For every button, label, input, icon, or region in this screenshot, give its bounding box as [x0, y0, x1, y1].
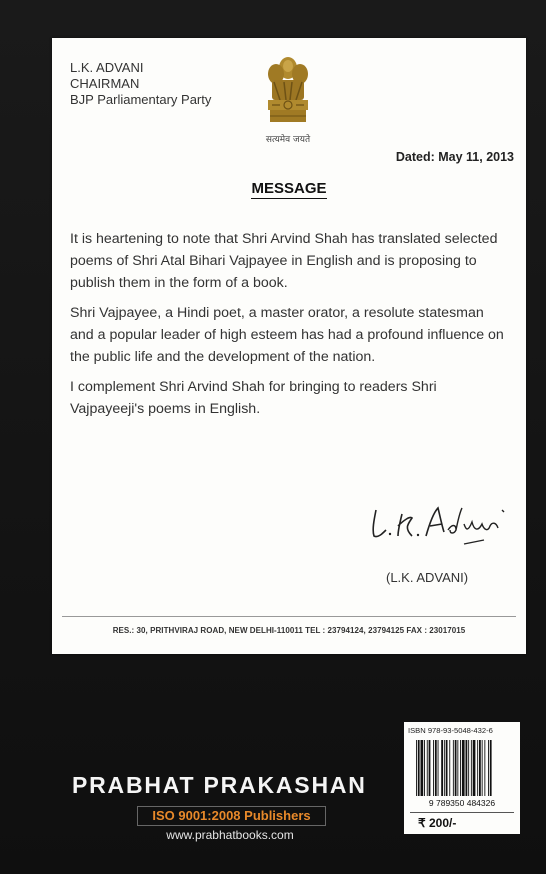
footer-divider — [62, 616, 516, 617]
sender-org: BJP Parliamentary Party — [70, 92, 212, 107]
publisher-name: PRABHAT PRAKASHAN — [72, 772, 367, 798]
barcode-bar — [488, 740, 489, 796]
signatory-name: (L.K. ADVANI) — [386, 570, 469, 585]
barcode-bar — [466, 740, 468, 796]
price-divider — [410, 812, 514, 813]
barcode-bar — [477, 740, 478, 796]
barcode-bar — [460, 740, 461, 796]
barcode-bar — [482, 740, 483, 796]
barcode-bar — [416, 740, 417, 796]
barcode-bar — [421, 740, 424, 796]
barcode-bar — [429, 740, 431, 796]
date-line: Dated: May 11, 2013 — [395, 150, 514, 164]
paragraph: Shri Vajpayee, a Hindi poet, a master orator, a resolute statesman and a popular leader of high esteem has had a profound influence on the public life and the development of the nation. — [70, 305, 504, 365]
barcode-bar — [427, 740, 428, 796]
sender-name: L.K. ADVANI — [70, 60, 144, 75]
barcode-bar — [449, 740, 450, 796]
message-body — [70, 228, 510, 428]
barcode-bar — [457, 740, 458, 796]
barcode-bar — [444, 740, 445, 796]
price-label: ₹ 200/- — [418, 816, 457, 830]
message-letter — [52, 38, 526, 654]
address-line: RES.: 30, PRITHVIRAJ ROAD, NEW DELHI-110011 TEL : 23794124, 23794125 FAX : 23017015 — [112, 626, 466, 635]
barcode-bar — [438, 740, 439, 796]
paragraph: I complement Shri Arvind Shah for bringing to readers Shri Vajpayeeji's poems in English. — [70, 379, 437, 417]
barcode-bar — [433, 740, 434, 796]
barcode-bar — [471, 740, 472, 796]
emblem-motto: सत्यमेव जयते — [265, 135, 311, 145]
iso-badge: ISO 9001:2008 Publishers — [137, 806, 326, 826]
barcode-digits: 9 789350 484326 — [428, 798, 496, 808]
barcode-bar — [490, 740, 492, 796]
barcode-bar — [479, 740, 481, 796]
barcode-bar — [473, 740, 476, 796]
barcode-icon — [410, 740, 514, 808]
barcode-bar — [468, 740, 469, 796]
handwritten-signature — [368, 500, 518, 550]
barcode-bar — [484, 740, 485, 796]
barcode-bar — [455, 740, 457, 796]
paragraph: It is heartening to note that Shri Arvind Shah has translated selected poems of Shri Atal Bihari Vajpayee in English and is proposing to publish them in the form of a book. — [70, 231, 498, 291]
barcode-bar — [446, 740, 448, 796]
message-heading-text: MESSAGE — [251, 180, 327, 197]
barcode-bar — [453, 740, 454, 796]
isbn-barcode-box — [404, 722, 520, 834]
website-link: www.prabhatbooks.com — [166, 828, 294, 842]
sender-title: CHAIRMAN — [70, 76, 140, 91]
barcode-bar — [441, 740, 443, 796]
barcode-bar — [462, 740, 465, 796]
barcode-bar — [418, 740, 420, 796]
state-emblem-icon — [258, 52, 318, 132]
sender-block — [70, 60, 211, 108]
message-heading — [52, 180, 526, 197]
isbn-number: ISBN 978-93-5048-432-6 — [408, 726, 493, 735]
barcode-bar — [435, 740, 437, 796]
barcode-bar — [424, 740, 425, 796]
